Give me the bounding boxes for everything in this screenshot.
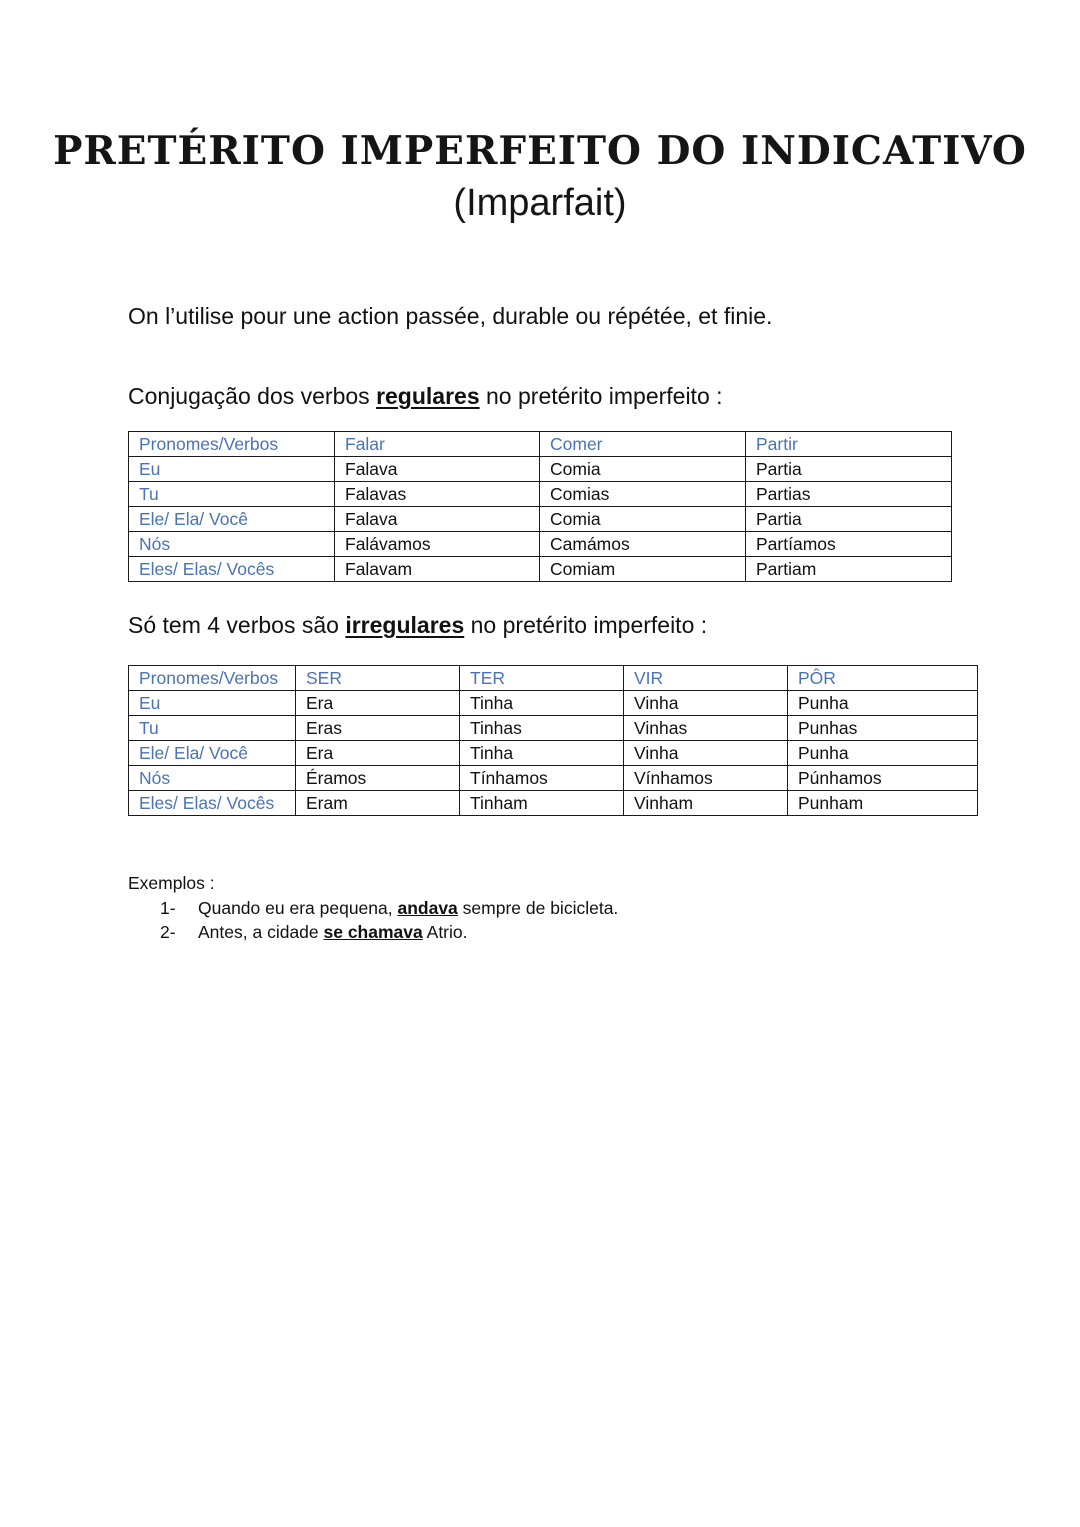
conjugation-cell: Tínhamos bbox=[460, 766, 624, 791]
conjugation-cell: Punha bbox=[788, 691, 978, 716]
list-item bbox=[128, 896, 618, 921]
examples-label: Exemplos : bbox=[128, 873, 215, 893]
conjugation-cell: Comias bbox=[540, 482, 746, 507]
list-item bbox=[128, 920, 618, 945]
item-number: 1- bbox=[160, 897, 176, 918]
conjugation-cell: Tinham bbox=[460, 791, 624, 816]
table-row bbox=[129, 716, 978, 741]
conjugation-cell: Tinha bbox=[460, 691, 624, 716]
conjugation-cell: Falava bbox=[335, 507, 540, 532]
conjugation-cell: Comia bbox=[540, 457, 746, 482]
conjugation-cell: Falavam bbox=[335, 557, 540, 582]
table-header-row bbox=[129, 432, 952, 457]
conjugation-cell: Tinhas bbox=[460, 716, 624, 741]
regular-verbs-heading bbox=[128, 383, 723, 410]
item-number: 2- bbox=[160, 922, 176, 942]
conjugation-cell: Partias bbox=[746, 482, 952, 507]
conjugation-cell: Vinha bbox=[624, 741, 788, 766]
table-row bbox=[129, 507, 952, 532]
page-title: PRETÉRITO IMPERFEITO DO INDICATIVO bbox=[53, 128, 1027, 174]
table-row bbox=[129, 532, 952, 557]
table-header-row bbox=[129, 666, 978, 691]
pronoun-cell: Ele/ Ela/ Você bbox=[129, 741, 296, 766]
pronoun-cell: Tu bbox=[129, 482, 335, 507]
heading-text-after: no pretérito imperfeito : bbox=[479, 383, 723, 409]
pronoun-cell: Nós bbox=[129, 532, 335, 557]
pronoun-cell: Eu bbox=[129, 457, 335, 482]
conjugation-cell: Tinha bbox=[460, 741, 624, 766]
conjugation-cell: Falávamos bbox=[335, 532, 540, 557]
irregular-verbs-heading bbox=[128, 612, 707, 639]
header-cell: VIR bbox=[624, 666, 788, 691]
conjugation-cell: Era bbox=[296, 741, 460, 766]
table-row bbox=[129, 457, 952, 482]
examples-list bbox=[128, 896, 618, 945]
conjugation-cell: Era bbox=[296, 691, 460, 716]
conjugation-cell: Partia bbox=[746, 507, 952, 532]
header-cell: SER bbox=[296, 666, 460, 691]
example-emphasis: se chamava bbox=[323, 922, 423, 942]
irregular-verbs-table bbox=[128, 665, 978, 816]
table-row bbox=[129, 482, 952, 507]
pronoun-cell: Eu bbox=[129, 691, 296, 716]
page-subtitle: (Imparfait) bbox=[453, 182, 627, 224]
heading-emphasis: regulares bbox=[376, 383, 480, 409]
header-cell: Pronomes/Verbos bbox=[129, 432, 335, 457]
header-cell: Pronomes/Verbos bbox=[129, 666, 296, 691]
heading-text-before: Conjugação dos verbos bbox=[128, 383, 377, 409]
example-text-after: Atrio. bbox=[422, 922, 468, 942]
conjugation-cell: Partíamos bbox=[746, 532, 952, 557]
conjugation-cell: Eras bbox=[296, 716, 460, 741]
conjugation-cell: Punham bbox=[788, 791, 978, 816]
heading-text-after: no pretérito imperfeito : bbox=[464, 612, 708, 638]
conjugation-cell: Punhas bbox=[788, 716, 978, 741]
conjugation-cell: Punha bbox=[788, 741, 978, 766]
header-cell: PÔR bbox=[788, 666, 978, 691]
heading-emphasis: irregulares bbox=[345, 612, 465, 638]
pronoun-cell: Tu bbox=[129, 716, 296, 741]
conjugation-cell: Eram bbox=[296, 791, 460, 816]
pronoun-cell: Eles/ Elas/ Vocês bbox=[129, 791, 296, 816]
conjugation-cell: Vinham bbox=[624, 791, 788, 816]
table-row bbox=[129, 557, 952, 582]
regular-verbs-table bbox=[128, 431, 952, 582]
example-emphasis: andava bbox=[397, 897, 458, 918]
table-row bbox=[129, 691, 978, 716]
conjugation-cell: Falavas bbox=[335, 482, 540, 507]
pronoun-cell: Eles/ Elas/ Vocês bbox=[129, 557, 335, 582]
header-cell: TER bbox=[460, 666, 624, 691]
heading-text-before: Só tem 4 verbos são bbox=[128, 612, 346, 638]
intro-text: On l’utilise pour une action passée, durable ou répétée, et finie. bbox=[128, 303, 773, 329]
conjugation-cell: Púnhamos bbox=[788, 766, 978, 791]
conjugation-cell: Partiam bbox=[746, 557, 952, 582]
pronoun-cell: Ele/ Ela/ Você bbox=[129, 507, 335, 532]
conjugation-cell: Camámos bbox=[540, 532, 746, 557]
conjugation-cell: Vinhas bbox=[624, 716, 788, 741]
pronoun-cell: Nós bbox=[129, 766, 296, 791]
table-row bbox=[129, 766, 978, 791]
conjugation-cell: Comia bbox=[540, 507, 746, 532]
header-cell: Partir bbox=[746, 432, 952, 457]
conjugation-cell: Falava bbox=[335, 457, 540, 482]
example-text-before: Antes, a cidade bbox=[198, 922, 324, 942]
conjugation-cell: Partia bbox=[746, 457, 952, 482]
example-text-before: Quando eu era pequena, bbox=[198, 897, 398, 918]
table-row bbox=[129, 741, 978, 766]
examples-section bbox=[128, 871, 618, 945]
conjugation-cell: Vínhamos bbox=[624, 766, 788, 791]
header-cell: Falar bbox=[335, 432, 540, 457]
conjugation-cell: Comiam bbox=[540, 557, 746, 582]
conjugation-cell: Éramos bbox=[296, 766, 460, 791]
table-row bbox=[129, 791, 978, 816]
header-cell: Comer bbox=[540, 432, 746, 457]
conjugation-cell: Vinha bbox=[624, 691, 788, 716]
example-text-after: sempre de bicicleta. bbox=[457, 897, 619, 918]
